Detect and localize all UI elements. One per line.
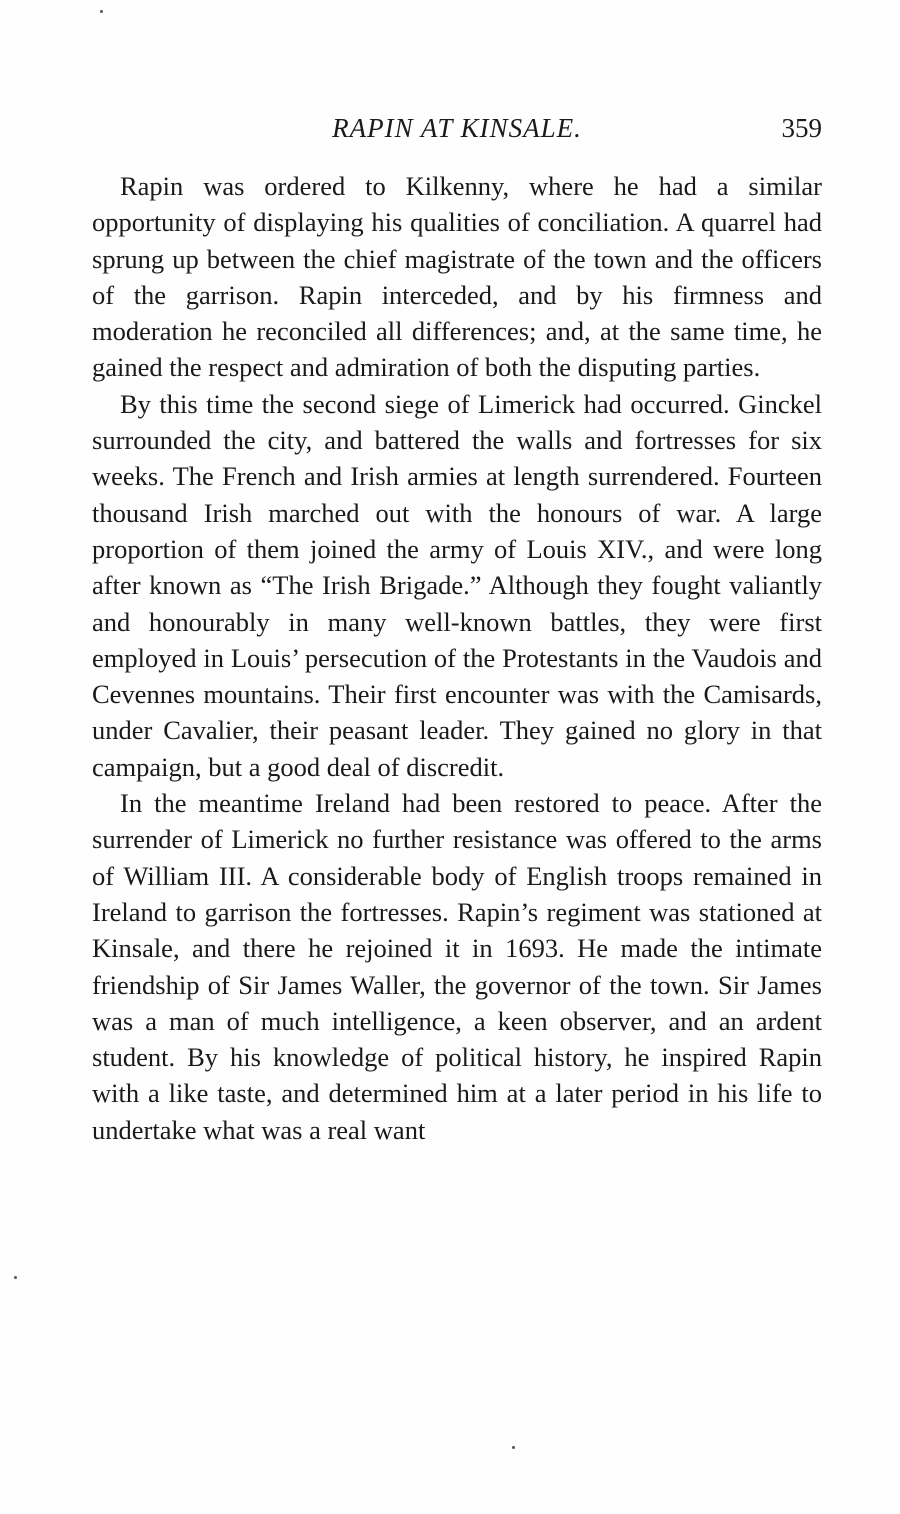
page-number: 359 [781, 113, 822, 143]
paragraph-kilkenny: Rapin was ordered to Kilkenny, where he had a similar opportunity of displaying his qualities of conciliation. A quarrel had sprung up between the chief magistrate of the town and the officers of the garrison. Rapin interceded, and by his firmness and moderation he reconciled all differences; and, at the same time, he gained the respect and admiration of both the disputing parties. [92, 171, 822, 383]
paragraph-kinsale: In the meantime Ireland had been restored to peace. After the surrender of Limerick no further resistance was offered to the arms of William III. A considerable body of English troops remained in Ireland to garrison the fortresses. Rapin’s regiment was stationed at Kinsale, and there he rejoined it in 1693. He made the intimate friendship of Sir James Waller, the governor of the town. Sir James was a man of much intelligence, a keen observer, and an ardent student. By his knowledge of political history, he inspired Rapin with a like taste, and determined him at a later period in his life to undertake what was a real want [92, 788, 822, 1145]
body-text [92, 168, 822, 1148]
print-speck [100, 10, 103, 13]
running-title: RAPIN AT KINSALE. [332, 113, 582, 143]
paragraph-limerick-siege: By this time the second siege of Limerick had occurred. Ginckel surrounded the city, and battered the walls and fortresses for six weeks. The French and Irish armies at length surrendered. Fourteen thousand Irish marched out with the honours of war. A large proportion of them joined the army of Louis XIV., and were long after known as “The Irish Brigade.” Although they fought valiantly and honourably in many well-known battles, they were first employed in Louis’ persecution of the Protestants in the Vaudois and Cevennes mountains. Their first encounter was with the Camisards, under Cavalier, their peasant leader. They gained no glory in that campaign, but a good deal of discredit. [92, 388, 822, 782]
running-head [92, 108, 822, 148]
margin-speck [14, 1276, 17, 1279]
print-speck [512, 1446, 515, 1449]
